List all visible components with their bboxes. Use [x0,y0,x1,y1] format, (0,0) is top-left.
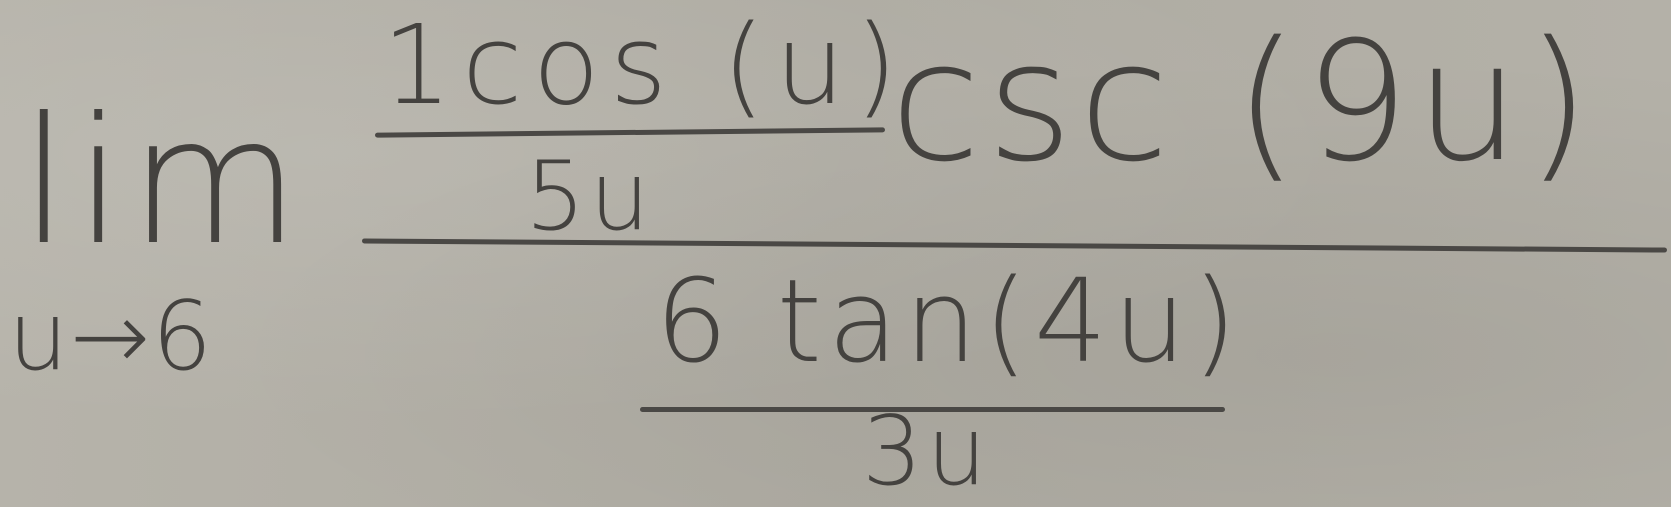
limit-operator: lim [20,81,306,284]
csc-term: csc (9u) [890,6,1597,198]
bottom-fraction-numerator: 6 tan(4u) [655,255,1243,389]
bottom-fraction-denominator: 3u [862,397,991,507]
limit-subscript: u→6 [8,282,215,392]
top-fraction-numerator: 1cos (u) [382,1,908,129]
top-fraction-denominator: 5u [525,142,654,252]
